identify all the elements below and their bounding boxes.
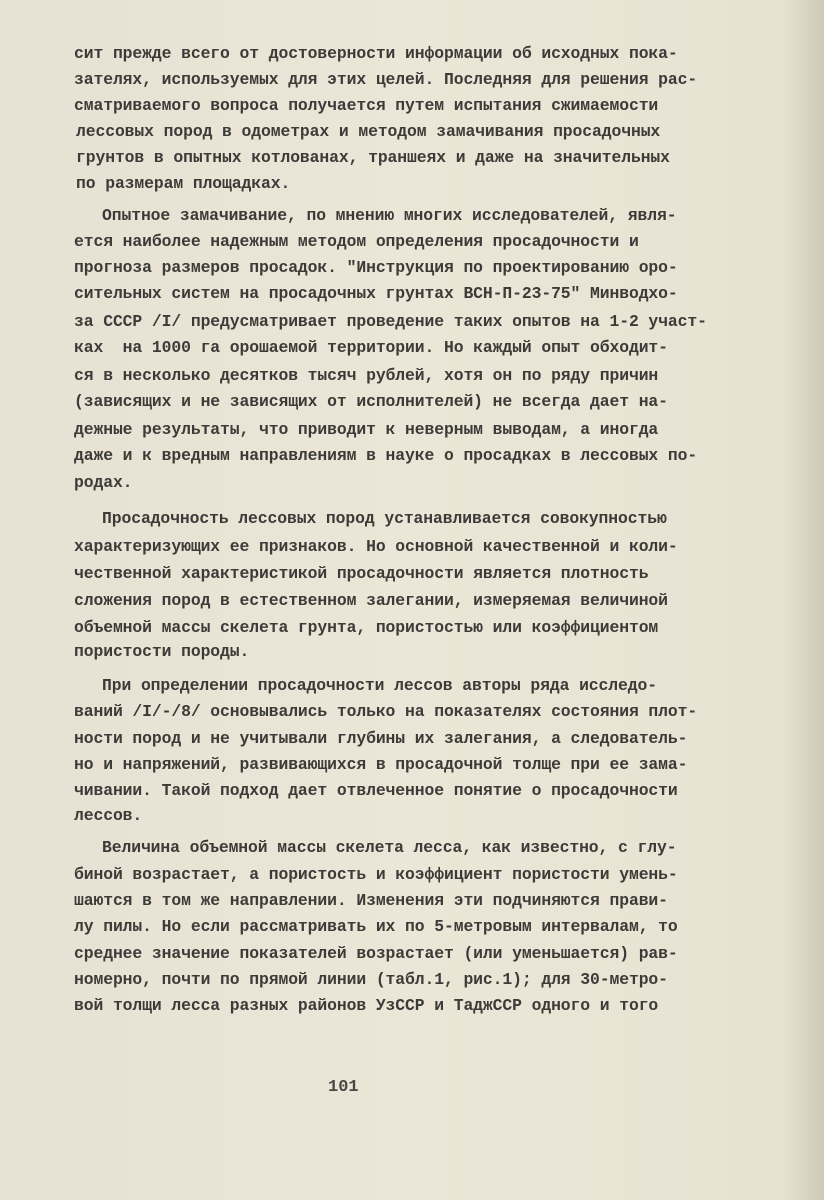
text-line: ся в несколько десятков тысяч рублей, хотя он по ряду причин — [74, 366, 659, 385]
text-line: объемной массы скелета грунта, пористостью или коэффициентом — [74, 618, 659, 637]
text-line: биной возрастает, а пористость и коэффициент пористости умень- — [74, 865, 678, 884]
text-line: за СССР /I/ предусматривает проведение таких опытов на 1-2 участ- — [74, 312, 707, 331]
text-line: зателях, используемых для этих целей. Последняя для решения рас- — [74, 70, 698, 89]
text-line: характеризующих ее признаков. Но основной качественной и коли- — [74, 537, 678, 556]
text-line: среднее значение показателей возрастает (или уменьшается) рав- — [74, 944, 678, 963]
text-line: ности пород и не учитывали глубины их залегания, а следователь- — [74, 729, 688, 748]
text-line: ется наиболее надежным методом определения просадочности и — [74, 232, 639, 251]
text-line: даже и к вредным направлениям в науке о просадках в лессовых по- — [74, 446, 698, 465]
text-line: сматриваемого вопроса получается путем испытания сжимаемости — [74, 96, 659, 115]
text-line: грунтов в опытных котлованах, траншеях и даже на значительных — [76, 148, 670, 167]
text-line: сложения пород в естественном залегании, измеряемая величиной — [74, 591, 668, 610]
text-line: шаются в том же направлении. Изменения эти подчиняются прави- — [74, 891, 668, 910]
text-line: При определении просадочности лессов авторы ряда исследо- — [102, 676, 657, 695]
text-line: вой толщи лесса разных районов УзССР и ТаджССР одного и того — [74, 996, 659, 1015]
text-line: дежные результаты, что приводит к неверным выводам, а иногда — [74, 420, 659, 439]
text-line: родах. — [74, 473, 133, 492]
text-line: но и напряжений, развивающихся в просадочной толще при ее зама- — [74, 755, 688, 774]
text-line: лессов. — [74, 806, 143, 825]
text-line: пористости породы. — [74, 642, 250, 661]
text-line: чивании. Такой подход дает отвлеченное понятие о просадочности — [74, 781, 678, 800]
text-line: прогноза размеров просадок. "Инструкция по проектированию оро- — [74, 258, 678, 277]
text-line: Величина объемной массы скелета лесса, как известно, с глу- — [102, 838, 677, 857]
text-line: (зависящих и не зависящих от исполнителей) не всегда дает на- — [74, 392, 668, 411]
page-number: 101 — [328, 1078, 359, 1097]
text-line: Опытное замачивание, по мнению многих исследователей, явля- — [102, 206, 677, 225]
text-line: Просадочность лессовых пород устанавливается совокупностью — [102, 509, 667, 528]
text-line: номерно, почти по прямой линии (табл.1, рис.1); для 30-метро- — [74, 970, 668, 989]
text-line: чественной характеристикой просадочности является плотность — [74, 564, 649, 583]
text-line: лу пилы. Но если рассматривать их по 5-метровым интервалам, то — [74, 917, 678, 936]
text-line: сит прежде всего от достоверности информации об исходных пока- — [74, 44, 678, 63]
text-line: ваний /I/-/8/ основывались только на показателях состояния плот- — [74, 702, 698, 721]
text-line: ках на 1000 га орошаемой территории. Но каждый опыт обходит- — [74, 338, 668, 357]
text-line: по размерам площадках. — [76, 174, 291, 193]
text-line: лессовых пород в одометрах и методом замачивания просадочных — [76, 122, 661, 141]
text-line: сительных систем на просадочных грунтах ВСН-П-23-75" Минводхо- — [74, 284, 678, 303]
